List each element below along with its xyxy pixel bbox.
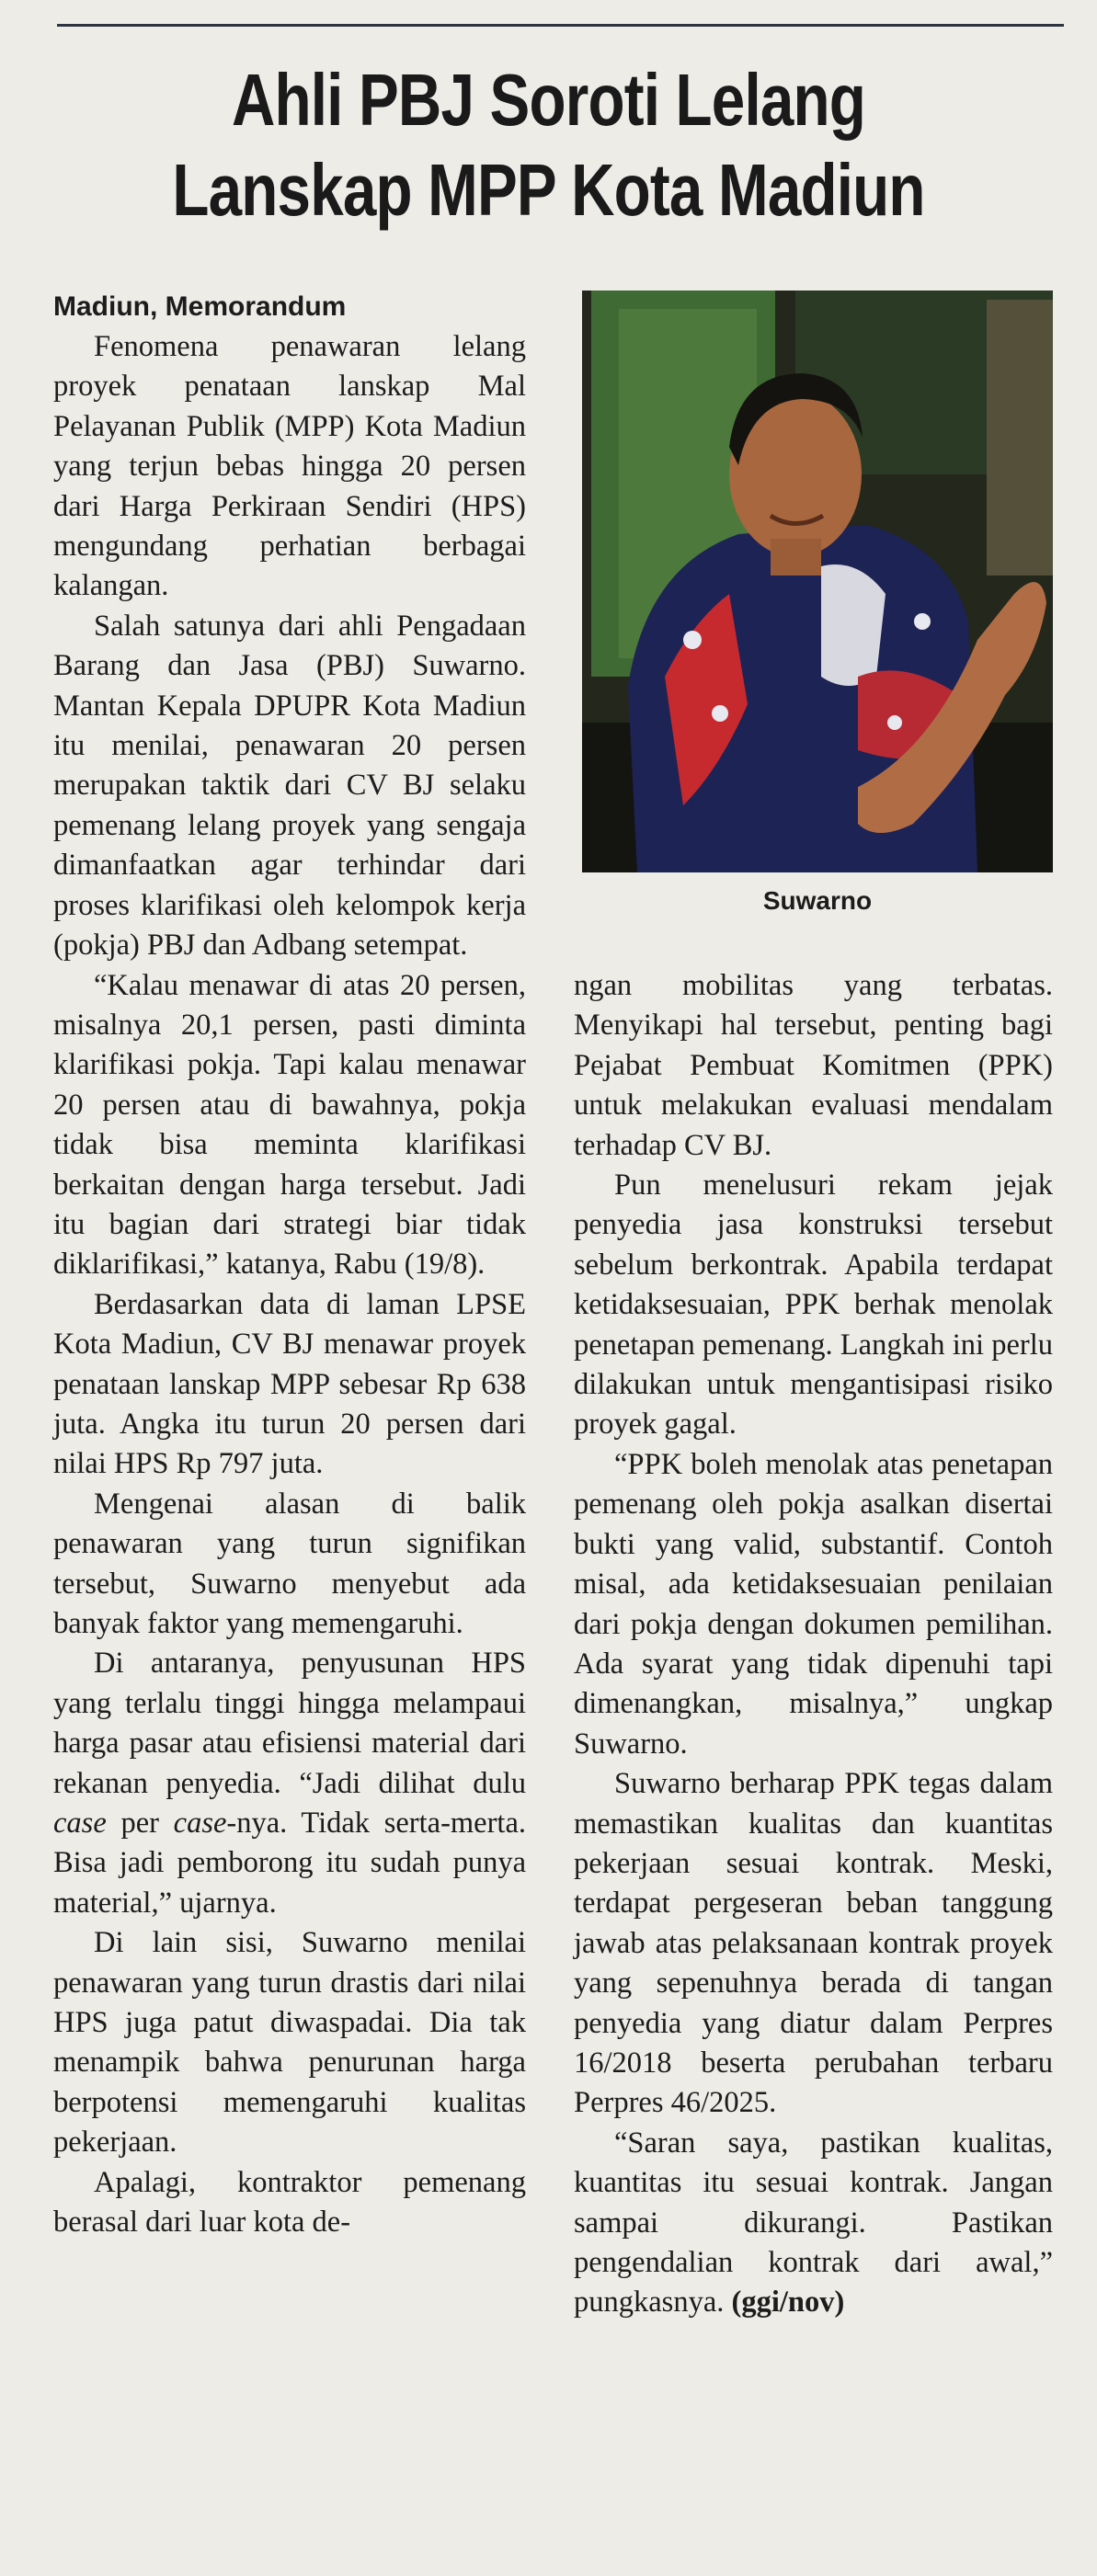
article-column-2 [574,966,1053,2323]
paragraph-8-start: Apalagi, kontraktor pemenang berasal dari luar kota de- [53,2165,526,2240]
italic-case-1: case [53,1807,107,1841]
paragraph-3-quote: “Kalau menawar di atas 20 persen, misalnya 20,1 persen, pasti diminta klarifikasi pokja. Tapi kalau menawar 20 persen atau di bawahnya, pokja tidak bisa meminta klarifikasi berkaitan dengan harga tersebut. Jadi itu bagian dari strategi biar tidak diklarifikasi,” katanya, Rabu (19/8). [53,968,526,1282]
paragraph-6 [53,1644,526,1923]
paragraph-2: Salah satunya dari ahli Pengadaan Barang dan Jasa (PBJ) Suwarno. Mantan Kepala DPUPR Kota Madiun itu menilai, penawaran 20 persen merupakan taktik dari CV BJ selaku pemenang lelang proyek yang sengaja dimanfaatkan agar terhindar dari proses klarifikasi oleh kelompok kerja (pokja) PBJ dan Adbang setempat. [53,609,526,963]
paragraph-6-part-b: per [106,1807,174,1841]
photo-caption: Suwarno [762,886,873,915]
paragraph-9: Pun menelusuri rekam jejak penyedia jasa konstruksi tersebut sebelum berkontrak. Apabila terdapat ketidaksesuaian, PPK berhak menolak penetapan pemenang. Langkah ini perlu dilakukan untuk mengantisipasi risiko proyek gagal. [574,1168,1053,1442]
top-rule [57,24,1064,27]
headline-line-1: Ahli PBJ Soroti Lelang [231,59,866,141]
paragraph-12-quote [574,2124,1053,2323]
paragraph-1: Fenomena penawaran lelang proyek penataan lanskap Mal Pelayanan Publik (MPP) Kota Madiun yang terjun bebas hingga 20 persen dari Harga Perkiraan Sendiri (HPS) mengundang perhatian berbagai kalangan. [53,330,526,603]
headline [129,55,968,235]
paragraph-5: Mengenai alasan di balik penawaran yang turun signifikan tersebut, Suwarno menyebut ada banyak faktor yang memengaruhi. [53,1487,526,1640]
paragraph-6-part-c: -nya. Tidak serta-merta. Bisa jadi pemborong itu sudah punya material,” ujarnya. [53,1807,527,1920]
author-signature: (ggi/nov) [731,2285,845,2320]
article-column-1 [53,287,526,2243]
paragraph-12-text: “Saran saya, pastikan kualitas, kuantitas itu sesuai kontrak. Jangan sampai dikurangi. Pastikan pengendalian kontrak dari awal,” pungkasnya. [574,2126,1053,2320]
paragraph-10-quote: “PPK boleh menolak atas penetapan pemenang oleh pokja asalkan disertai bukti yang valid, substantif. Contoh misal, ada ketidaksesuaian penilaian dari pokja dengan dokumen pemilihan. Ada syarat yang tidak dipenuhi tapi dimenangkan, misalnya,” ungkap Suwarno. [574,1447,1053,1761]
paragraph-6-part-a: Di antaranya, penyusunan HPS yang terlalu tinggi hingga melampaui harga pasar atau efisiensi material dari rekanan penyedia. “Jadi dilihat dulu [53,1647,526,1800]
photo-suwarno [582,291,1053,872]
dateline: Madiun, Memorandum [53,291,347,322]
paragraph-7: Di lain sisi, Suwarno menilai penawaran yang turun drastis dari nilai HPS juga patut diwaspadai. Dia tak menampik bahwa penurunan harga berpotensi memengaruhi kualitas pekerjaan. [53,1926,526,2160]
portrait-illustration [582,291,1053,872]
italic-case-2: case [173,1807,227,1841]
paragraph-11: Suwarno berharap PPK tegas dalam memastikan kualitas dan kuantitas pekerjaan sesuai kontrak. Meski, terdapat pergeseran beban tanggung jawab atas pelaksanaan kontrak proyek yang sepenuhnya berada di tangan penyedia yang diatur dalam Perpres 16/2018 beserta perubahan terbaru Perpres 46/2025. [574,1767,1053,2120]
paragraph-4: Berdasarkan data di laman LPSE Kota Madiun, CV BJ menawar proyek penataan lanskap MPP sebesar Rp 638 juta. Angka itu turun 20 persen dari nilai HPS Rp 797 juta. [53,1287,526,1481]
paragraph-8-continued: ngan mobilitas yang terbatas. Menyikapi hal tersebut, penting bagi Pejabat Pembuat Komitmen (PPK) untuk melakukan evaluasi mendalam terhadap CV BJ. [574,969,1053,1162]
headline-line-2: Lanskap MPP Kota Madiun [172,149,925,231]
